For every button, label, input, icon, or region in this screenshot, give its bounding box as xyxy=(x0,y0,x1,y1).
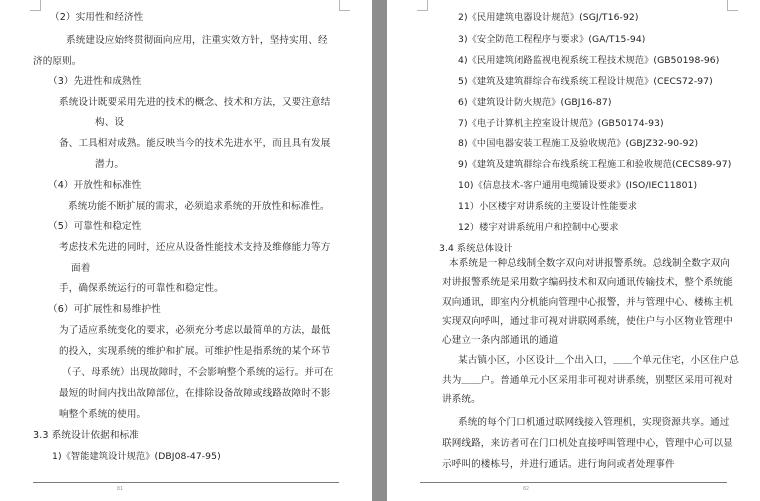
reference-item: 9)《建筑及建筑群综合布线系统工程施工和验收规范(CECS89-97) xyxy=(458,159,732,170)
section-heading-overall-design: 3.4 系统总体设计 xyxy=(439,243,513,254)
paragraph-line: 联网线路，来访者可在门口机处直接呼叫管理中心，管理中心可以显 xyxy=(442,438,733,449)
paragraph-line: 潜力。 xyxy=(95,159,125,170)
paragraph-line: 系统的每个门口机通过联网线接入管理机，实现资源共享。通过 xyxy=(458,417,730,428)
paragraph-line: 面着 xyxy=(71,263,91,274)
paragraph-line: 考虑技术先进的同时，还应从设备性能技术支持及维修能力等方 xyxy=(59,242,331,253)
footer-rule xyxy=(420,482,727,483)
reference-item: 5)《建筑及建筑群综合布线系统工程设计规范》(CECS72-97) xyxy=(458,76,713,87)
paragraph-line: 备、工具相对成熟。能反映当今的技术先进水平，而且具有发展 xyxy=(59,138,331,149)
reference-item: 3)《安全防范工程程序与要求》(GA/T15-94) xyxy=(458,34,646,45)
margin-corner-mark xyxy=(417,0,428,11)
reference-item: 2)《民用建筑电器设计规范》(SGJ/T16-92) xyxy=(458,12,639,23)
paragraph-line: 示呼叫的楼栋号，并进行通话。进行询问或者处理事件 xyxy=(442,459,675,470)
reference-item: 11）小区楼宇对讲系统的主要设计性能要求 xyxy=(458,201,638,212)
heading-extensibility: （6）可扩展性和易维护性 xyxy=(48,304,161,315)
footer-rule xyxy=(33,482,339,483)
paragraph-line: 系统建设应始终贯彻面向应用，注重实效方针，坚持实用、经 xyxy=(66,35,328,46)
paragraph-line: 讲系统。 xyxy=(442,394,481,405)
paragraph-line: 双向通讯，即室内分机能向管理中心报警，并与管理中心、楼栋主机 xyxy=(442,297,733,308)
paragraph-line: 共为＿＿户。普通单元小区采用非可视对讲系统，别墅区采用可视对 xyxy=(442,375,733,386)
heading-practicality: （2）实用性和经济性 xyxy=(50,12,144,23)
heading-reliability: （5）可靠性和稳定性 xyxy=(48,221,142,232)
paragraph-line: 某古镇小区，小区设计＿个出入口，＿＿个单元住宅，小区住户总 xyxy=(458,355,740,366)
paragraph-line: 心建立一条内部通讯的通道 xyxy=(442,335,559,346)
reference-item: 7)《电子计算机主控室设计规范》(GB50174-93) xyxy=(458,118,664,129)
paragraph-line: 对讲报警系统是采用数字编码技术和双向通讯传输技术，整个系统能 xyxy=(442,277,733,288)
reference-item: 6)《建筑设计防火规范》(GBJ16-87) xyxy=(458,97,612,108)
paragraph-line: 为了适应系统变化的要求，必须充分考虑以最简单的方法，最低 xyxy=(59,325,331,336)
paragraph-line: 最短的时间内找出故障部位，在排除设备故障或线路故障时不影 xyxy=(59,388,331,399)
paragraph-line: （子、母系统）出现故障时，不会影响整个系统的运行。并可在 xyxy=(62,367,334,378)
document-page-left xyxy=(0,0,372,501)
paragraph-line: 的投入，实现系统的维护和扩展。可维护性是指系统的某个环节 xyxy=(59,346,331,357)
margin-corner-mark xyxy=(30,0,41,11)
page-number: 82 xyxy=(523,486,530,492)
reference-item: 1)《智能建筑设计规范》(DBJ08-47-95) xyxy=(52,451,221,462)
paragraph-line: 济的原则。 xyxy=(33,56,82,67)
document-page-right xyxy=(387,0,760,501)
paragraph-line: 响整个系统的使用。 xyxy=(59,409,147,420)
heading-openness: （4）开放性和标准性 xyxy=(48,180,142,191)
paragraph-line: 手，确保系统运行的可靠性和稳定性。 xyxy=(59,283,224,294)
paragraph-line: 构、设 xyxy=(95,117,125,128)
paragraph-line: 系统功能不断扩展的需求，必须追求系统的开放性和标准性。 xyxy=(68,201,330,212)
reference-item: 12）楼宇对讲系统用户和控制中心要求 xyxy=(458,222,619,233)
paragraph-line: 实现双向呼叫，通过非可视对讲联网系统，使住户与小区物业管理中 xyxy=(442,316,733,327)
reference-item: 4)《民用建筑闭路监视电视系统工程技术规范》(GB50198-96) xyxy=(458,55,720,66)
page-number: 81 xyxy=(117,486,124,492)
margin-corner-mark xyxy=(339,0,350,11)
heading-advancement: （3）先进性和成熟性 xyxy=(48,76,142,87)
section-heading-design-basis: 3.3 系统设计依据和标准 xyxy=(33,430,139,441)
paragraph-line: 系统设计既要采用先进的技术的概念、技术和方法，又要注意结 xyxy=(59,97,331,108)
reference-item: 10)《信息技术-客户通用电缆铺设要求》(ISO/IEC11801) xyxy=(458,180,698,191)
reference-item: 8)《中国电器安装工程施工及验收规范》(GBJZ32-90-92) xyxy=(458,138,699,149)
margin-corner-mark xyxy=(727,0,738,11)
paragraph-line: 本系统是一种总线制全数字双向对讲报警系统。总线制全数字双向 xyxy=(449,258,731,269)
